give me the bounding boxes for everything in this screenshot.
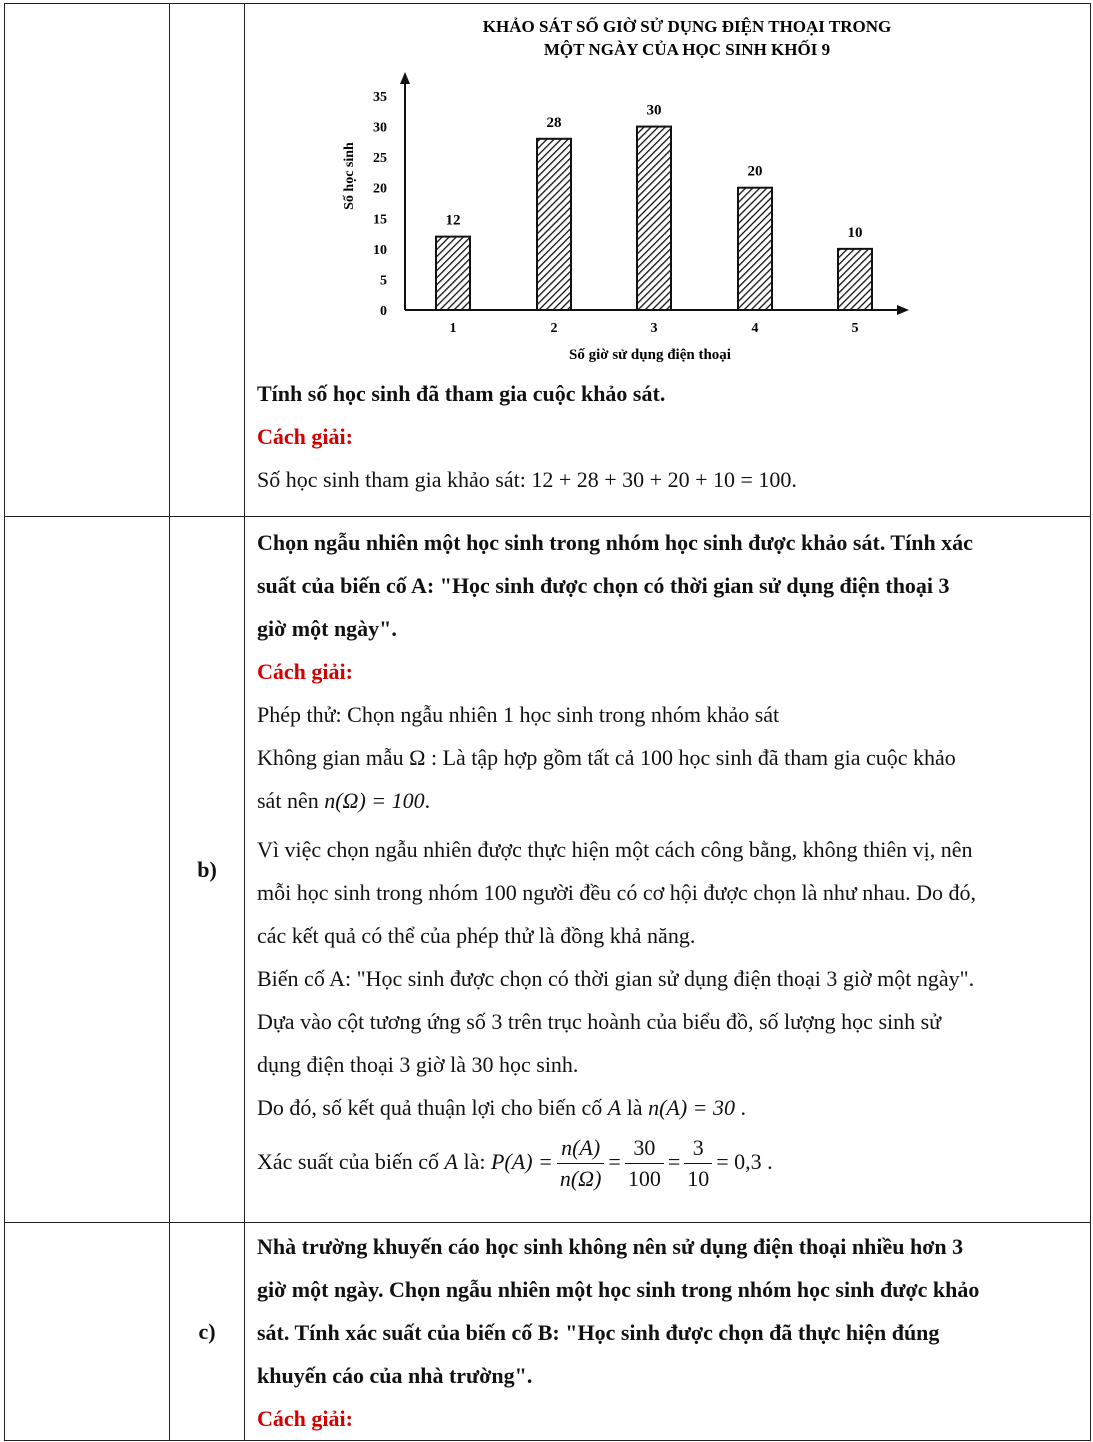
y-tick-label: 0 [380,304,387,319]
bar-value-label: 10 [847,224,863,241]
x-tick-label: 1 [449,321,457,336]
column-reading-line: Dựa vào cột tương ứng số 3 trên trục hoành của biểu đồ, số lượng học sinh sử [257,1009,942,1034]
fairness-line: các kết quả có thể của phép thử là đồng khả năng. [257,923,696,948]
part-c-question-line: Nhà trường khuyến cáo học sinh không nên sử dụng điện thoại nhiều hơn 3 [257,1234,964,1259]
part-c-solution-label: Cách giải: [257,1406,353,1431]
sample-space-suffix: . [424,788,431,813]
favorable-prefix: Do đó, số kết quả thuận lợi cho biến cố [257,1095,608,1120]
sample-space-line: Không gian mẫu Ω : Là tập hợp gồm tất cả 100 học sinh đã tham gia cuộc khảo [257,745,956,770]
bar-value-label: 28 [546,114,562,131]
chart-title-line: KHẢO SÁT SỐ GIỜ SỬ DỤNG ĐIỆN THOẠI TRONG [482,17,892,36]
prob-lhs: P(A) = [490,1149,553,1174]
blank-column-cell [5,1223,170,1441]
x-tick-label: 5 [851,321,859,336]
x-tick-label: 4 [751,321,759,336]
fraction-numerator: 30 [625,1133,664,1164]
blank-column-cell [5,517,170,1223]
solution-table [4,3,1091,1441]
blank-column-cell [5,4,170,517]
event-a-definition: Biến cố A: "Học sinh được chọn có thời gian sử dụng điện thoại 3 giờ một ngày". [257,966,975,991]
part-b-solution-label: Cách giải: [257,659,353,684]
part-a-solution-label: Cách giải: [257,424,353,449]
y-tick-label: 30 [373,120,387,136]
favorable-var: A [607,1095,622,1120]
chart-container [257,4,1093,372]
x-tick-label: 2 [550,321,558,336]
fraction-n-a-over-n-omega [557,1133,605,1194]
fraction-numerator: n(A) [557,1133,605,1164]
part-a-content [245,4,1091,517]
y-tick-label: 15 [373,212,387,228]
sample-space-formula: n(Ω) = 100 [324,788,425,813]
y-tick-label: 25 [373,151,387,167]
y-tick-label: 20 [373,181,387,197]
favorable-outcomes-line [257,1086,1082,1129]
favorable-suffix: . [735,1095,747,1120]
favorable-mid: là [621,1095,649,1120]
part-b-question-line: giờ một ngày". [257,616,397,641]
fraction-denominator: 100 [627,1166,661,1192]
part-c-question-line: giờ một ngày. Chọn ngẫu nhiên một học sinh trong nhóm học sinh được khảo [257,1277,980,1302]
fraction-denominator: n(Ω) [559,1166,602,1192]
part-c-label: c) [170,1223,245,1441]
x-axis-arrow [897,305,909,315]
prob-mid: là: [457,1149,491,1174]
part-c-question-line: sát. Tính xác suất của biến cố B: "Học sinh được chọn đã thực hiện đúng [257,1320,940,1345]
bar [637,127,671,310]
sample-space-line [257,779,1082,822]
bar [436,237,470,310]
prob-result: = 0,3 . [716,1149,773,1174]
part-b-content [245,517,1091,1223]
bar-value-label: 20 [747,163,763,180]
probability-line [257,1129,1082,1195]
y-tick-label: 5 [380,273,387,289]
fraction-3-over-10 [684,1133,712,1194]
bar [838,249,872,310]
part-label-cell [170,4,245,517]
sample-space-prefix: sát nên [257,788,325,813]
y-axis-label: Số học sinh [342,142,357,210]
y-tick-label: 35 [373,90,387,105]
trial-text: Phép thử: Chọn ngẫu nhiên 1 học sinh trong nhóm khảo sát [257,702,780,727]
fraction-denominator: 10 [687,1166,710,1192]
fraction-numerator: 3 [684,1133,712,1164]
bar-chart [257,4,1093,372]
y-tick-label: 10 [373,242,387,258]
y-axis-arrow [400,72,410,84]
bar [537,139,571,310]
row-part-a [5,4,1091,517]
prob-var: A [444,1149,458,1174]
x-tick-label: 3 [650,321,658,336]
part-b-question-line: Chọn ngẫu nhiên một học sinh trong nhóm học sinh được khảo sát. Tính xác [257,530,973,555]
fairness-line: mỗi học sinh trong nhóm 100 người đều có cơ hội được chọn là như nhau. Do đó, [257,880,976,905]
chart-title-line: MỘT NGÀY CỦA HỌC SINH KHỐI 9 [543,40,831,59]
fraction-30-over-100 [625,1133,664,1194]
part-a-question: Tính số học sinh đã tham gia cuộc khảo sát. [257,381,666,406]
bar [738,188,772,310]
column-reading-line: dụng điện thoại 3 giờ là 30 học sinh. [257,1052,579,1077]
favorable-formula: n(A) = 30 [648,1095,736,1120]
part-c-question-line: khuyến cáo của nhà trường". [257,1363,533,1388]
part-b-label: b) [170,517,245,1223]
equals-sign: = [608,1149,621,1174]
row-part-b [5,517,1091,1223]
row-part-c [5,1223,1091,1441]
bar-value-label: 30 [646,102,662,119]
part-c-content [245,1223,1091,1441]
fairness-line: Vì việc chọn ngẫu nhiên được thực hiện một cách công bằng, không thiên vị, nên [257,837,973,862]
bar-value-label: 12 [445,212,461,229]
part-a-answer: Số học sinh tham gia khảo sát: 12 + 28 + 30 + 20 + 10 = 100. [257,467,797,492]
equals-sign: = [667,1149,681,1174]
prob-prefix: Xác suất của biến cố [257,1149,445,1174]
part-b-question-line: suất của biến cố A: "Học sinh được chọn có thời gian sử dụng điện thoại 3 [257,573,950,598]
x-axis-label: Số giờ sử dụng điện thoại [569,347,731,363]
